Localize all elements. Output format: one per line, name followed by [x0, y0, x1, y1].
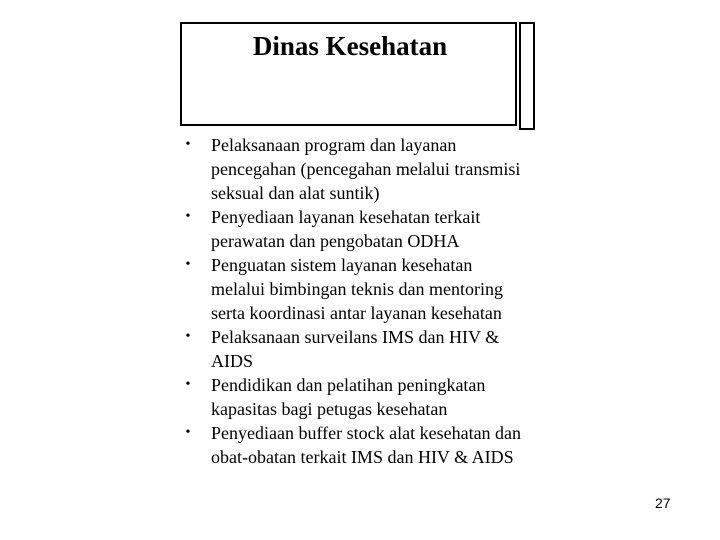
page-number: 27 [655, 495, 671, 511]
list-item-text: Pelaksanaan surveilans IMS dan HIV & AIDS [211, 327, 500, 371]
bullet-list [183, 133, 528, 469]
list-item-text: Pendidikan dan pelatihan peningkatan kapasitas bagi petugas kesehatan [211, 375, 486, 419]
list-item-text: Penguatan sistem layanan kesehatan melalui bimbingan teknis dan mentoring serta koordinasi antar layanan kesehatan [211, 255, 503, 323]
list-item [183, 133, 528, 205]
list-item-text: Penyediaan layanan kesehatan terkait perawatan dan pengobatan ODHA [211, 207, 481, 251]
list-item-text: Penyediaan buffer stock alat kesehatan dan obat-obatan terkait IMS dan HIV & AIDS [211, 423, 522, 467]
bullet-icon: • [185, 377, 191, 392]
bullet-icon: • [185, 209, 191, 224]
title-frame-side-bar [519, 22, 535, 130]
bullet-icon: • [185, 137, 191, 152]
list-item [183, 325, 528, 373]
list-item [183, 253, 528, 325]
slide-title: Dinas Kesehatan [252, 31, 448, 61]
list-item [183, 421, 528, 469]
bullet-icon: • [185, 425, 191, 440]
list-item [183, 205, 528, 253]
list-item-text: Pelaksanaan program dan layanan pencegahan (pencegahan melalui transmisi seksual dan alat suntik) [211, 135, 521, 203]
bullet-icon: • [185, 257, 191, 272]
list-item [183, 373, 528, 421]
bullet-icon: • [185, 329, 191, 344]
